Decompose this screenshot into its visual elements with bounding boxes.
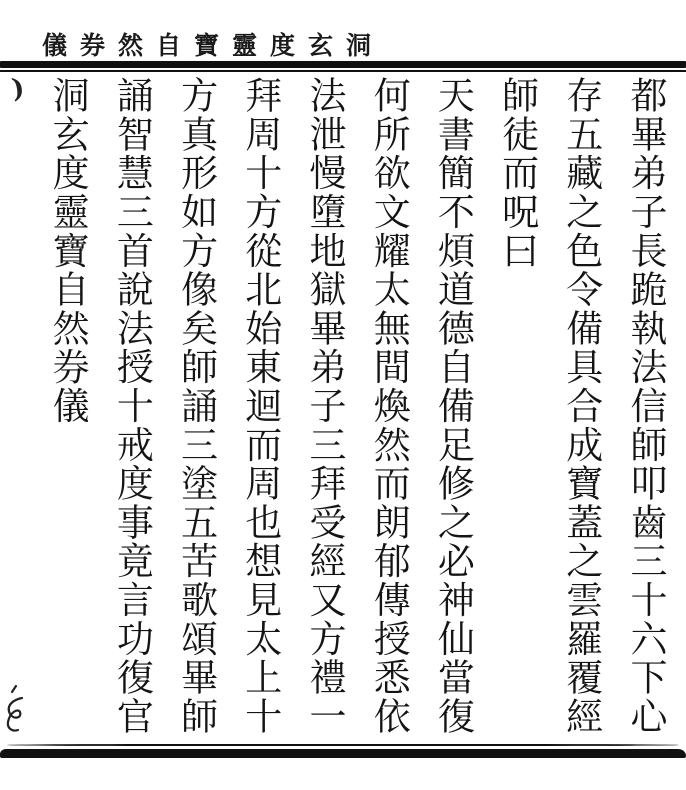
running-title: 儀券然自寶靈度玄洞 — [42, 31, 385, 60]
text-body — [33, 76, 677, 742]
text-column-5: 何所欲文耀太無間煥然而朗郁傳授悉依 — [367, 76, 411, 736]
text-column-8: 方真形如方像矣師誦三塗五苦歌頌畢師 — [174, 76, 218, 736]
top-rule-thick-bar — [0, 61, 686, 68]
text-column-6: 法泄慢墮地獄畢弟子三拜受經又方禮一 — [302, 76, 346, 736]
bottom-border-rule — [0, 744, 686, 764]
bottom-rule-thick-bar — [0, 749, 686, 758]
text-column-4: 天書簡不煩道德自備足修之必神仙當復 — [431, 76, 475, 736]
ink-squiggle-icon — [2, 684, 32, 736]
text-column-3: 師徒而呪曰 — [495, 76, 539, 270]
text-column-1: 都畢弟子長跪執法信師叩齒三十六下心 — [624, 76, 667, 736]
text-column-10-closing-title: 洞玄度靈寶自然券儀 — [46, 76, 90, 426]
top-rule-thin-bar — [0, 70, 686, 72]
bottom-rule-thin-bar — [7, 744, 679, 746]
ink-mark-icon: ) — [9, 73, 27, 105]
text-column-7: 拜周十方從北始東迴而周也想見太上十 — [238, 76, 282, 736]
top-border-rule — [0, 61, 686, 73]
text-column-9: 誦智慧三首說法授十戒度事竟言功復官 — [110, 76, 154, 736]
text-column-2: 存五藏之色令備具合成寶蓋之雲羅覆經 — [559, 76, 603, 736]
